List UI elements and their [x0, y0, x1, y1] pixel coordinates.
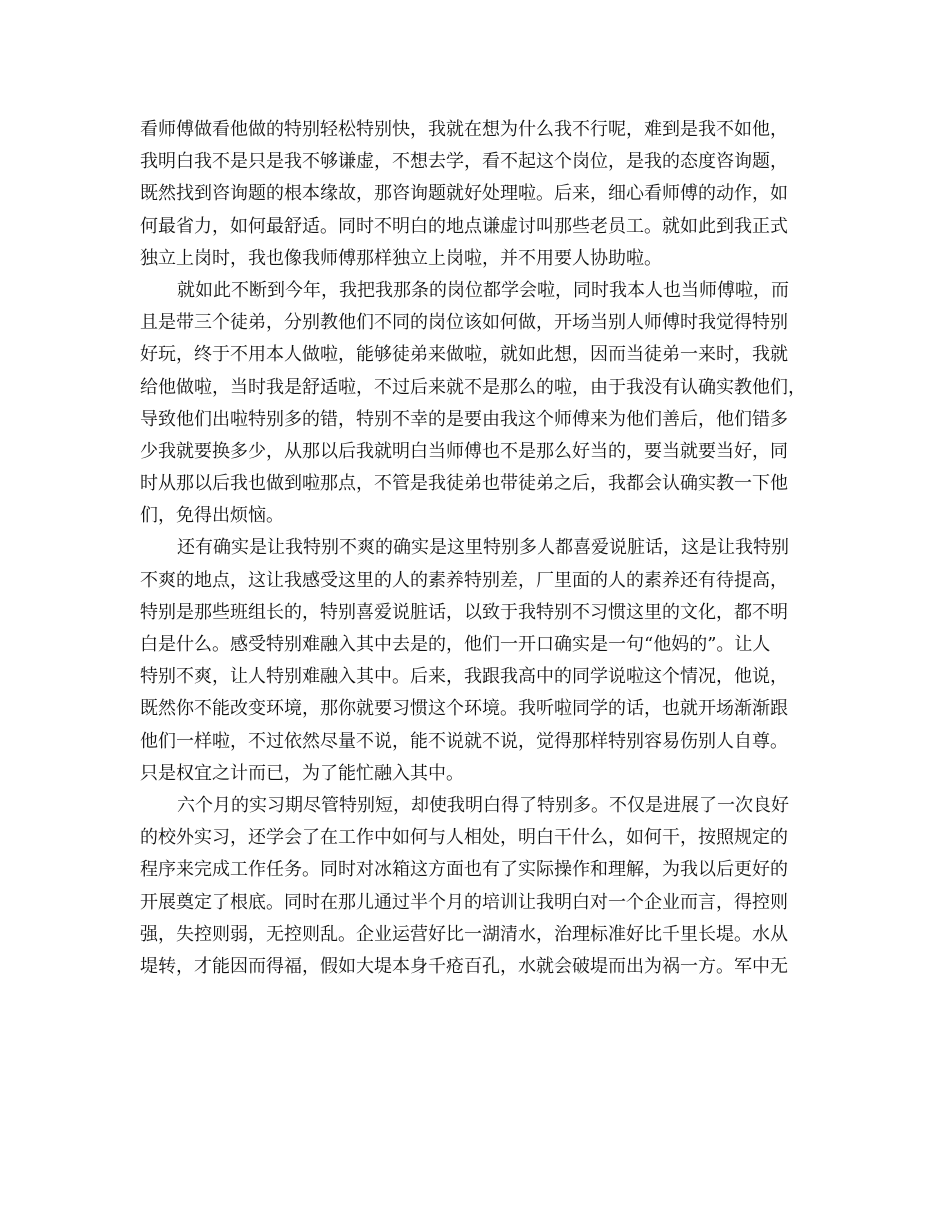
paragraph-start-line: 六个月的实习期尽管特别短，却使我明白得了特别多。不仅是进展了一次良好 — [177, 794, 789, 816]
text-line: 给他做啦，当时我是舒适啦，不过后来就不是那么的啦，由于我没有认确实教他们， — [140, 376, 806, 398]
text-line: 时从那以后我也做到啦那点，不管是我徒弟也带徒弟之后，我都会认确实教一下他 — [140, 473, 788, 495]
text-line: 不爽的地点，这让我感受这里的人的素养特别差，厂里面的人的素养还有待提高， — [140, 569, 788, 591]
body-text — [140, 114, 820, 983]
text-line: 开展奠定了根底。同时在那儿通过半个月的培训让我明白对一个企业而言，得控则 — [140, 891, 788, 913]
text-line: 们，免得出烦恼。 — [140, 505, 284, 527]
text-line: 强，失控则弱，无控则乱。企业运营好比一湖清水，治理标准好比千里长堤。水从 — [140, 923, 788, 945]
text-line: 既然你不能改变环境，那你就要习惯这个环境。我听啦同学的话，也就开场渐渐跟 — [140, 698, 788, 720]
paragraph-start-line: 还有确实是让我特别不爽的确实是这里特别多人都喜爱说脏话，这是让我特别 — [177, 537, 789, 559]
text-line: 导致他们出啦特别多的错，特别不幸的是要由我这个师傅来为他们善后，他们错多 — [140, 408, 788, 430]
text-line: 好玩，终于不用本人做啦，能够徒弟来做啦，就如此想，因而当徒弟一来时，我就 — [140, 344, 788, 366]
text-line: 看师傅做看他做的特别轻松特别快，我就在想为什么我不行呢，难到是我不如他， — [140, 119, 788, 140]
text-line: 堤转，才能因而得福，假如大堤本身千疮百孔，水就会破堤而出为祸一方。军中无 — [140, 955, 788, 977]
text-line: 特别不爽，让人特别难融入其中。后来，我跟我高中的同学说啦这个情况，他说， — [140, 666, 788, 688]
text-line: 的校外实习，还学会了在工作中如何与人相处，明白干什么，如何干，按照规定的 — [140, 827, 788, 849]
text-line: 何最省力，如何最舒适。同时不明白的地点谦虚讨叫那些老员工。就如此到我正式 — [140, 215, 788, 237]
text-line: 特别是那些班组长的，特别喜爱说脏话，以致于我特别不习惯这里的文化，都不明 — [140, 601, 788, 623]
text-line: 白是什么。感受特别难融入其中去是的，他们一开口确实是一句“他妈的”。让人 — [140, 634, 771, 655]
text-line: 独立上岗时，我也像我师傅那样独立上岗啦，并不用要人协助啦。 — [140, 247, 662, 269]
text-line: 且是带三个徒弟，分别教他们不同的岗位该如何做，开场当别人师傅时我觉得特别 — [140, 312, 788, 334]
text-line: 少我就要换多少，从那以后我就明白当师傅也不是那么好当的，要当就要当好，同 — [140, 440, 788, 462]
text-line: 他们一样啦，不过依然尽量不说，能不说就不说，觉得那样特别容易伤别人自尊。 — [140, 730, 788, 752]
text-line: 只是权宜之计而已，为了能忙融入其中。 — [140, 762, 464, 784]
text-line: 程序来完成工作任务。同时对冰箱这方面也有了实际操作和理解，为我以后更好的 — [140, 859, 788, 881]
text-line: 既然找到咨询题的根本缘故，那咨询题就好处理啦。后来，细心看师傅的动作，如 — [140, 183, 788, 205]
paragraph-start-line: 就如此不断到今年，我把我那条的岗位都学会啦，同时我本人也当师傅啦，而 — [177, 279, 789, 301]
text-line: 我明白我不是只是我不够谦虚，不想去学，看不起这个岗位，是我的态度咨询题， — [140, 151, 788, 173]
